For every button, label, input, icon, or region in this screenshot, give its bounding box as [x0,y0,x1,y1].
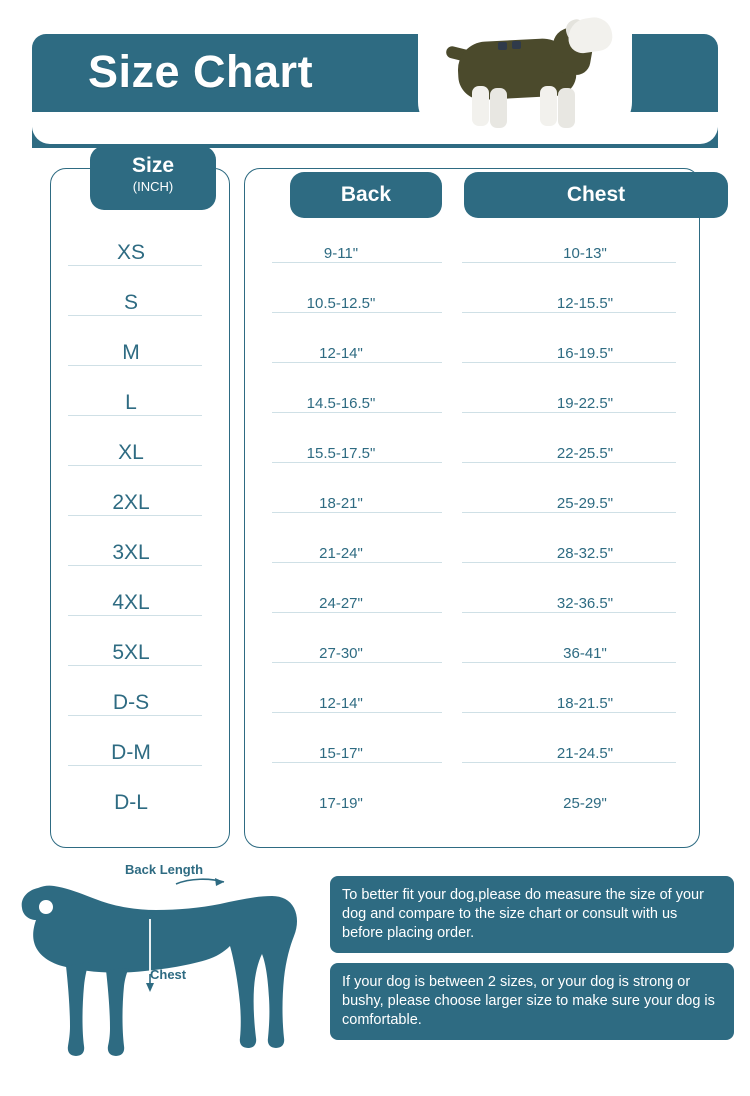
cell-size: D-S [32,691,230,715]
table-row [32,328,718,378]
cell-size: M [32,341,230,365]
cell-size: 2XL [32,491,230,515]
cell-size: D-M [32,741,230,765]
cell-chest: 28-32.5" [452,545,718,562]
cell-size: 5XL [32,641,230,665]
table-row [32,228,718,278]
cell-size: L [32,391,230,415]
table-row [32,378,718,428]
table-row [32,678,718,728]
table-row [32,528,718,578]
cell-chest: 25-29.5" [452,495,718,512]
cell-chest: 16-19.5" [452,345,718,362]
cell-chest: 10-13" [452,245,718,262]
dog-measure-diagram-icon [10,856,320,1066]
back-column-header: Back [290,172,442,218]
size-header-title: Size [131,154,175,177]
coat-strap-2 [512,41,521,49]
dog-leg-back-right [558,88,575,128]
cell-back: 18-21" [230,495,452,512]
cell-chest: 25-29" [563,794,607,812]
table-row [32,628,718,678]
table-row [32,728,718,778]
header [0,0,750,140]
cell-back: 24-27" [230,595,452,612]
cell-size: XS [32,241,230,265]
cell-chest: 19-22.5" [452,395,718,412]
chest-label: Chest [150,967,187,982]
chest-column-header: Chest [464,172,728,218]
cell-chest: 12-15.5" [452,295,718,312]
cell-chest: 21-24.5" [452,745,718,762]
size-header-unit: (INCH) [132,179,174,194]
dog-photo [440,18,615,130]
notes-list [330,876,734,1050]
cell-chest: 22-25.5" [452,445,718,462]
dog-leg-front-right [490,88,507,128]
cell-back: 15.5-17.5" [230,445,452,462]
note-item: If your dog is between 2 sizes, or your dog is strong or bushy, please choose larger size to make sure your dog is comfortable. [330,963,734,1040]
cell-back: 10.5-12.5" [230,295,452,312]
cell-chest: 32-36.5" [452,595,718,612]
back-length-label: Back Length [125,862,204,877]
cell-back: 27-30" [230,645,452,662]
cell-size: S [32,291,230,315]
dog-leg-back-left [540,86,557,126]
cell-chest: 18-21.5" [452,695,718,712]
footer [0,852,750,1082]
cell-back: 21-24" [230,545,452,562]
table-row [32,578,718,628]
cell-size: 4XL [32,591,230,615]
table-row [32,778,718,828]
dog-leg-front-left [472,86,489,126]
cell-back: 9-11" [230,245,452,262]
table-row [32,428,718,478]
cell-back: 15-17" [230,745,452,762]
cell-back: 12-14" [230,695,452,712]
size-column-header [90,146,216,210]
table-body [32,228,718,828]
table-row [32,478,718,528]
table-row [32,278,718,328]
cell-chest: 36-41" [452,645,718,662]
cell-back: 14.5-16.5" [230,395,452,412]
cell-size: 3XL [32,541,230,565]
note-item: To better fit your dog,please do measure the size of your dog and compare to the size chart or consult with us before placing order. [330,876,734,953]
cell-size: D-L [114,791,148,814]
page-title: Size Chart [88,46,314,97]
cell-back: 17-19" [319,794,363,812]
size-chart-table [32,140,718,852]
cell-back: 12-14" [230,345,452,362]
coat-strap-1 [498,42,507,50]
cell-size: XL [32,441,230,465]
